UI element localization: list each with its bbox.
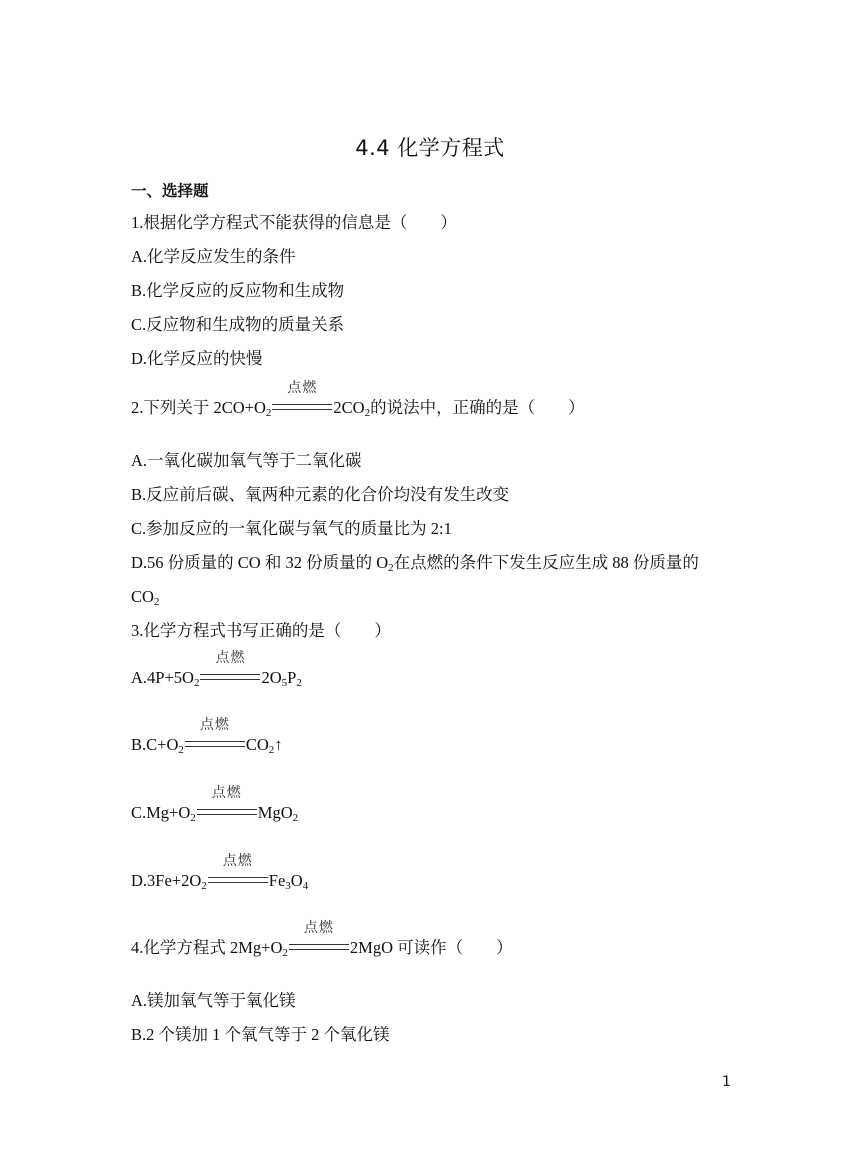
q2-option-c: C.参加反应的一氧化碳与氧气的质量比为 2:1 [131,519,452,538]
double-line-icon [200,674,260,680]
q1-option-b: B.化学反应的反应物和生成物 [131,281,345,300]
q4-reactants: 4.化学方程式 2Mg+O [131,938,283,957]
q3-stem: 3.化学方程式书写正确的是（ ） [131,621,391,640]
reaction-arrow [208,853,268,891]
q1-option-d: D.化学反应的快慢 [131,349,263,368]
reaction-arrow [289,920,349,958]
gas-arrow-icon: ↑ [274,735,283,754]
product: MgO [257,803,293,822]
q4-option-b: B.2 个镁加 1 个氧气等于 2 个氧化镁 [131,1025,390,1044]
reaction-condition: 点燃 [211,785,242,801]
reaction-arrow [200,650,260,688]
reaction-arrow [272,380,332,418]
subscript: 3 [285,880,291,892]
q1-option-c: C.反应物和生成物的质量关系 [131,315,345,334]
subscript: 5 [281,677,288,689]
q2-option-b: B.反应前后碳、氧两种元素的化合价均没有发生改变 [131,485,510,504]
subscript: 2 [388,562,394,574]
q2-question-text: 的说法中，正确的是（ ） [370,398,585,417]
double-line-icon [289,944,349,950]
q4-stem [131,920,513,959]
reactants: C.Mg+O [131,803,191,822]
reactants: A.4P+5O [131,668,194,687]
q1-stem: 1.根据化学方程式不能获得的信息是（ ） [131,213,457,232]
reaction-condition: 点燃 [215,650,246,666]
reaction-condition: 点燃 [287,380,318,396]
subscript: 2 [296,677,302,689]
subscript: 2 [292,812,299,824]
q3-option-b [131,717,283,756]
product: 2O [261,668,282,687]
subscript: 2 [193,677,200,689]
q2-option-d-line2 [131,587,159,607]
subscript: 2 [190,812,196,824]
subscript: 2 [268,744,275,756]
product: Fe [268,871,286,890]
formula: CO [131,587,154,606]
reaction-arrow [197,785,257,823]
product: CO [245,735,269,754]
subscript: 2 [282,947,288,959]
q3-option-d [131,853,309,892]
subscript: 2 [364,407,371,419]
subscript: 2 [201,880,207,892]
page-title: 4.4 化学方程式 [355,136,505,160]
reaction-arrow [185,717,245,755]
subscript: 2 [265,407,272,419]
q4-question-text: 可读作（ ） [393,938,513,957]
reaction-condition: 点燃 [303,920,334,936]
q2-option-d-text: D.56 份质量的 CO 和 32 份质量的 O [131,553,389,572]
double-line-icon [272,404,332,410]
product: P [287,668,297,687]
q2-stem [131,380,585,419]
q3-option-a [131,650,302,689]
double-line-icon [197,809,257,815]
q4-option-a: A.镁加氧气等于氧化镁 [131,991,296,1010]
reaction-condition: 点燃 [222,853,253,869]
q2-product: 2CO [333,398,365,417]
double-line-icon [185,741,245,747]
q3-option-c [131,785,299,824]
q4-product: 2MgO [349,938,393,957]
subscript: 4 [302,880,309,892]
q2-option-d-text-cont: 在点燃的条件下发生反应生成 88 份质量的 [393,553,699,572]
q2-option-d [131,553,699,573]
double-line-icon [208,877,268,883]
q1-option-a: A.化学反应发生的条件 [131,247,296,266]
reaction-condition: 点燃 [199,717,230,733]
reactants: D.3Fe+2O [131,871,202,890]
section-heading: 一、选择题 [131,182,209,200]
q2-option-a: A.一氧化碳加氧气等于二氧化碳 [131,451,362,470]
subscript: 2 [153,596,160,608]
page-number: 1 [722,1074,731,1090]
q2-reactants: 2.下列关于 2CO+O [131,398,266,417]
subscript: 2 [178,744,184,756]
product: O [290,871,303,890]
reactants: B.C+O [131,735,179,754]
